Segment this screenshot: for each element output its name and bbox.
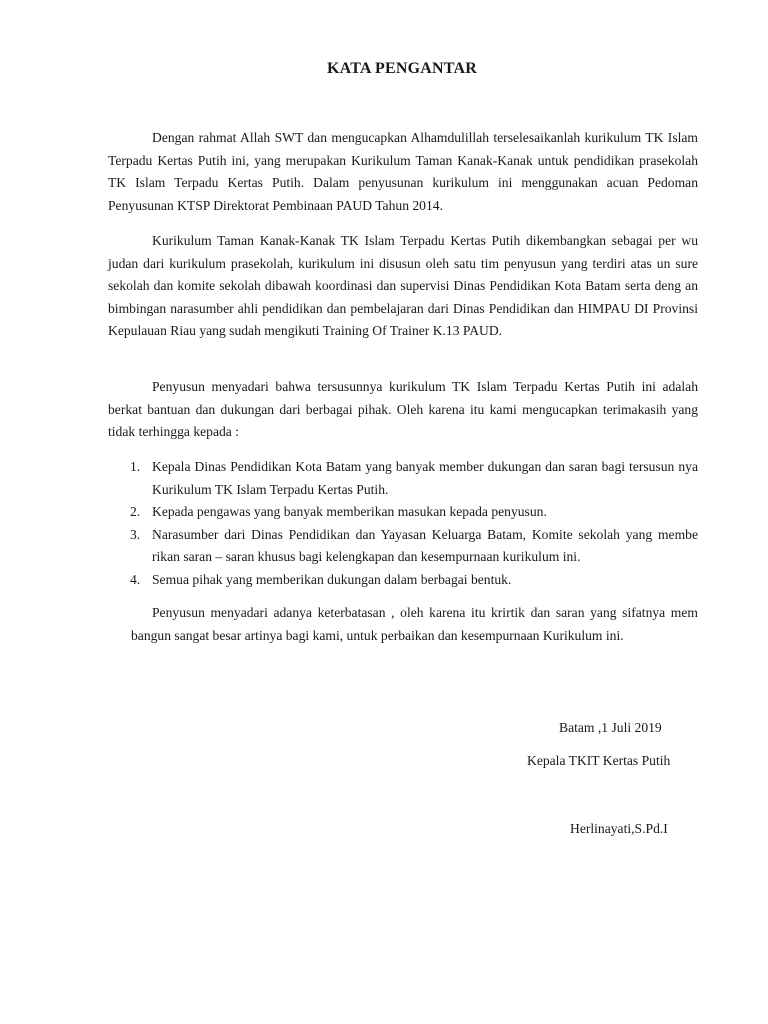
list-item-text: Kepala Dinas Pendidikan Kota Batam yang banyak member dukungan dan saran bagi tersusun nya Kurikulum TK Islam Terpadu Kertas Putih. xyxy=(152,459,698,497)
paragraph-intro: Dengan rahmat Allah SWT dan mengucapkan Alhamdulillah terselesaikanlah kurikulum TK Islam Terpadu Kertas Putih ini, yang merupakan Kurikulum Taman Kanak-Kanak untuk pendidikan prasekolah TK Islam Terpadu Kertas Putih. Dalam penyusunan kurikulum ini menggunakan acuan Pedoman Penyusunan KTSP Direktorat Pembinaan PAUD Tahun 2014. xyxy=(108,130,698,213)
thanks-list xyxy=(108,456,698,592)
signer-name: Herlinayati,S.Pd.I xyxy=(570,821,668,836)
list-item-number: 3. xyxy=(130,526,141,542)
list-item-text: Kepada pengawas yang banyak memberikan masukan kepada penyusun. xyxy=(152,504,547,520)
list-item-text: Narasumber dari Dinas Pendidikan dan Yayasan Keluarga Batam, Komite sekolah yang membe rikan saran – saran khusus bagi kelengkapan dan kesempurnaan kurikulum ini. xyxy=(152,526,698,565)
list-item xyxy=(108,456,698,501)
paragraph-development: Kurikulum Taman Kanak-Kanak TK Islam Terpadu Kertas Putih dikembangkan sebagai per wu judan dari kurikulum prasekolah, kurikulum ini disusun oleh satu tim penyusun yang terdiri atas un sure sekolah dan komite sekolah dibawah koordinasi dan supervisi Dinas Pendidikan Kota Batam serta deng an bimbingan narasumber ahli pendidikan dan pembelajaran dari Dinas Pendidikan dan HIMPAU DI Provinsi Kepulauan Riau yang sudah mengikuti Training Of Trainer K.13 PAUD. xyxy=(108,233,698,339)
list-item-number: 2. xyxy=(130,504,141,520)
paragraph-gratitude: Penyusun menyadari bahwa tersusunnya kurikulum TK Islam Terpadu Kertas Putih ini adalah berkat bantuan dan dukungan dari berbagai pihak. Oleh karena itu kami mengucapkan terimakasih yang tidak terhingga kepada : xyxy=(108,379,698,440)
page-title: KATA PENGANTAR xyxy=(327,60,477,77)
list-item xyxy=(108,524,698,569)
list-item xyxy=(108,569,698,592)
place-date: Batam ,1 Juli 2019 xyxy=(559,720,662,735)
list-item-text: Semua pihak yang memberikan dukungan dalam berbagai bentuk. xyxy=(152,571,512,587)
list-item-number: 1. xyxy=(130,459,141,474)
list-item-number: 4. xyxy=(130,571,141,587)
list-item xyxy=(108,501,698,524)
signer-position: Kepala TKIT Kertas Putih xyxy=(527,753,671,768)
paragraph-closing: Penyusun menyadari adanya keterbatasan , oleh karena itu krirtik dan saran yang sifatnya mem bangun sangat besar artinya bagi kami, untuk perbaikan dan kesempurnaan Kurikulum ini. xyxy=(131,605,698,643)
